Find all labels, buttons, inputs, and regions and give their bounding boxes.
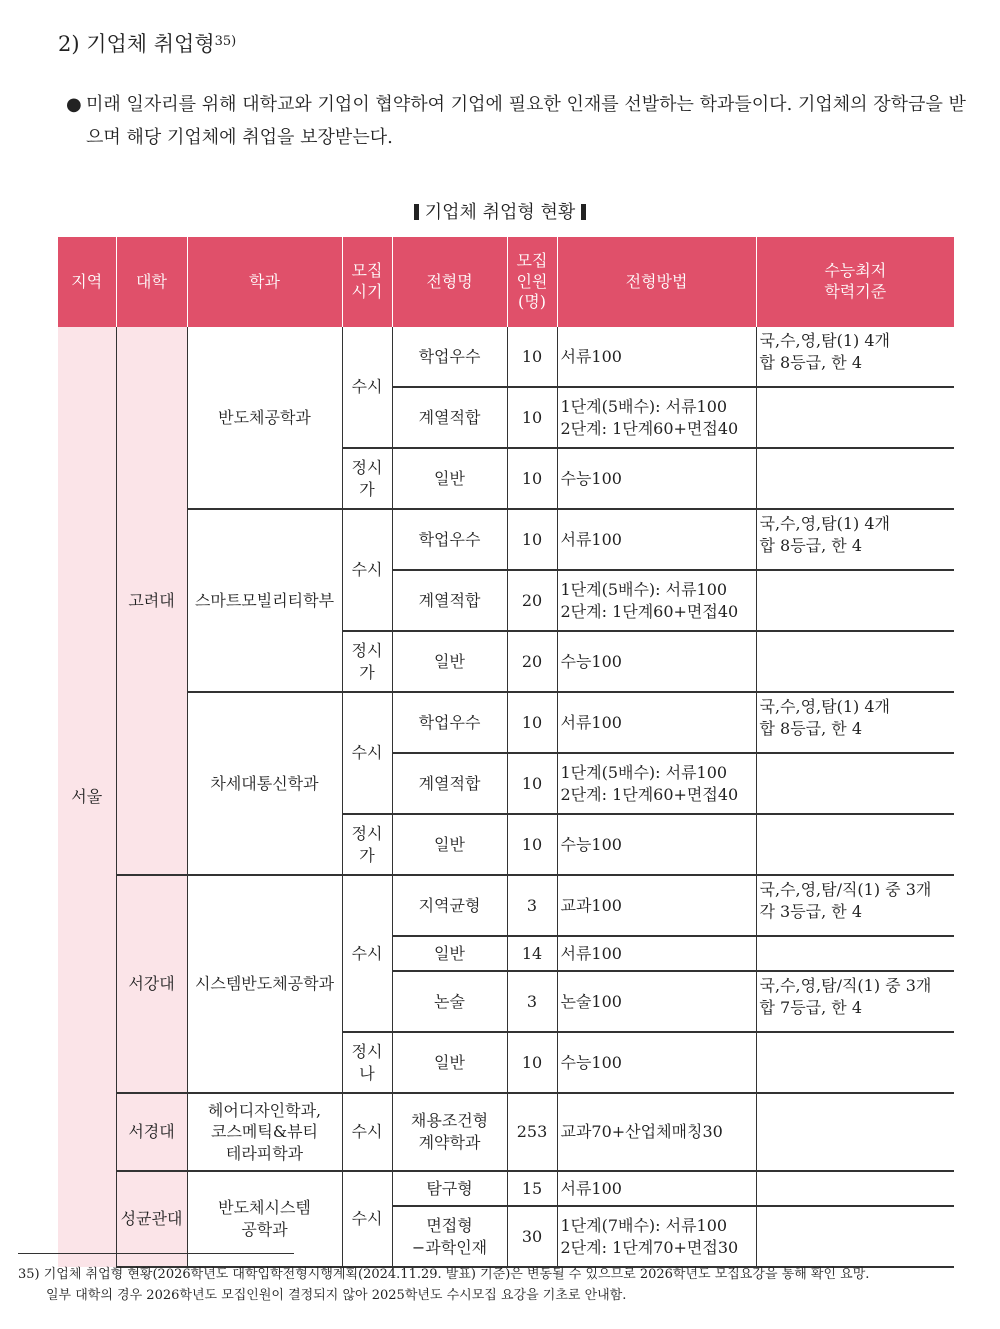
method-cell: 서류100 xyxy=(557,509,756,570)
track-cell: 일반 xyxy=(392,1032,507,1093)
method-cell: 1단계(7배수): 서류100 2단계: 1단계70+면접30 xyxy=(557,1206,756,1267)
department-cell: 시스템반도체공학과 xyxy=(187,875,342,1093)
period-cell: 정시 가 xyxy=(342,448,392,509)
university-cell: 서강대 xyxy=(116,875,187,1093)
criteria-cell xyxy=(756,1093,954,1171)
track-cell: 지역균형 xyxy=(392,875,507,936)
criteria-cell: 국,수,영,탐/직(1) 중 3개 각 3등급, 한 4 xyxy=(756,875,954,936)
method-cell: 수능100 xyxy=(557,631,756,692)
header-method: 전형방법 xyxy=(557,237,756,327)
criteria-cell xyxy=(756,814,954,875)
method-cell: 1단계(5배수): 서류100 2단계: 1단계60+면접40 xyxy=(557,753,756,814)
table-row xyxy=(58,509,954,570)
track-cell: 학업우수 xyxy=(392,692,507,753)
track-cell: 일반 xyxy=(392,814,507,875)
quota-cell: 253 xyxy=(507,1093,557,1171)
quota-cell: 10 xyxy=(507,327,557,387)
section-heading-text: 2) 기업체 취업형 xyxy=(58,32,215,56)
method-cell: 서류100 xyxy=(557,327,756,387)
section-heading xyxy=(58,28,236,58)
criteria-cell xyxy=(756,448,954,509)
method-cell: 교과100 xyxy=(557,875,756,936)
method-cell: 서류100 xyxy=(557,692,756,753)
department-cell: 헤어디자인학과, 코스메틱&뷰티 테라피학과 xyxy=(187,1093,342,1171)
quota-cell: 10 xyxy=(507,1032,557,1093)
period-cell: 수시 xyxy=(342,875,392,1032)
criteria-cell xyxy=(756,936,954,971)
track-cell: 계열적합 xyxy=(392,570,507,631)
footnote-line-2: 일부 대학의 경우 2026학년도 모집인원이 결정되지 않아 2025학년도 수시모집 요강을 기초로 안내함. xyxy=(46,1288,627,1304)
caption-bar-right xyxy=(581,204,586,220)
method-cell: 논술100 xyxy=(557,971,756,1032)
footnote-divider xyxy=(18,1253,294,1254)
period-cell: 수시 xyxy=(342,509,392,631)
period-cell: 정시 나 xyxy=(342,1032,392,1093)
method-cell: 수능100 xyxy=(557,814,756,875)
employment-track-table xyxy=(58,237,954,1268)
quota-cell: 3 xyxy=(507,971,557,1032)
department-cell: 차세대통신학과 xyxy=(187,692,342,875)
quota-cell: 10 xyxy=(507,509,557,570)
header-university: 대학 xyxy=(116,237,187,327)
criteria-cell xyxy=(756,570,954,631)
table-caption xyxy=(0,198,1000,224)
period-cell: 수시 xyxy=(342,1171,392,1267)
table-row xyxy=(58,692,954,753)
method-cell: 1단계(5배수): 서류100 2단계: 1단계60+면접40 xyxy=(557,570,756,631)
bullet-icon: ● xyxy=(66,94,82,115)
quota-cell: 20 xyxy=(507,631,557,692)
university-cell: 서경대 xyxy=(116,1093,187,1171)
method-cell: 서류100 xyxy=(557,936,756,971)
quota-cell: 10 xyxy=(507,692,557,753)
criteria-cell: 국,수,영,탐(1) 4개 합 8등급, 한 4 xyxy=(756,509,954,570)
quota-cell: 10 xyxy=(507,814,557,875)
quota-cell: 30 xyxy=(507,1206,557,1267)
criteria-cell xyxy=(756,1032,954,1093)
track-cell: 일반 xyxy=(392,936,507,971)
header-quota: 모집 인원 (명) xyxy=(507,237,557,327)
track-cell: 일반 xyxy=(392,631,507,692)
department-cell: 스마트모빌리티학부 xyxy=(187,509,342,692)
period-cell: 수시 xyxy=(342,327,392,448)
criteria-cell: 국,수,영,탐(1) 4개 합 8등급, 한 4 xyxy=(756,327,954,387)
quota-cell: 10 xyxy=(507,753,557,814)
footnote-ref: 35) xyxy=(214,34,237,49)
table-row xyxy=(58,1171,954,1206)
header-department: 학과 xyxy=(187,237,342,327)
caption-bar-left xyxy=(414,204,419,220)
header-track: 전형명 xyxy=(392,237,507,327)
region-cell: 서울 xyxy=(58,327,116,1267)
track-cell: 계열적합 xyxy=(392,387,507,448)
quota-cell: 20 xyxy=(507,570,557,631)
criteria-cell xyxy=(756,1206,954,1267)
quota-cell: 10 xyxy=(507,448,557,509)
intro-text: 미래 일자리를 위해 대학교와 기업이 협약하여 기업에 필요한 인재를 선발하는 학과들이다. 기업체의 장학금을 받으며 해당 기업체에 취업을 보장받는다. xyxy=(86,94,966,149)
track-cell: 탐구형 xyxy=(392,1171,507,1206)
track-cell: 학업우수 xyxy=(392,327,507,387)
track-cell: 면접형 −과학인재 xyxy=(392,1206,507,1267)
method-cell: 수능100 xyxy=(557,448,756,509)
quota-cell: 10 xyxy=(507,387,557,448)
university-cell: 성균관대 xyxy=(116,1171,187,1267)
header-criteria: 수능최저 학력기준 xyxy=(756,237,954,327)
track-cell: 일반 xyxy=(392,448,507,509)
criteria-cell xyxy=(756,387,954,448)
period-cell: 수시 xyxy=(342,692,392,814)
intro-paragraph xyxy=(66,88,976,155)
criteria-cell xyxy=(756,1171,954,1206)
header-region: 지역 xyxy=(58,237,116,327)
footnote xyxy=(18,1264,978,1307)
department-cell: 반도체공학과 xyxy=(187,327,342,509)
method-cell: 수능100 xyxy=(557,1032,756,1093)
department-cell: 반도체시스템 공학과 xyxy=(187,1171,342,1267)
quota-cell: 3 xyxy=(507,875,557,936)
table-row xyxy=(58,327,954,387)
criteria-cell xyxy=(756,631,954,692)
criteria-cell: 국,수,영,탐(1) 4개 합 8등급, 한 4 xyxy=(756,692,954,753)
track-cell: 채용조건형 계약학과 xyxy=(392,1093,507,1171)
footnote-line-1: 35) 기업체 취업형 현황(2026학년도 대학입학전형시행계획(2024.11.29. 발표) 기준)은 변동될 수 있으므로 2026학년도 모집요강을 통해 확인 요망. xyxy=(18,1267,870,1282)
quota-cell: 14 xyxy=(507,936,557,971)
method-cell: 서류100 xyxy=(557,1171,756,1206)
table-row xyxy=(58,1093,954,1171)
table-row xyxy=(58,875,954,936)
track-cell: 논술 xyxy=(392,971,507,1032)
period-cell: 수시 xyxy=(342,1093,392,1171)
method-cell: 교과70+산업체매칭30 xyxy=(557,1093,756,1171)
period-cell: 정시 가 xyxy=(342,631,392,692)
method-cell: 1단계(5배수): 서류100 2단계: 1단계60+면접40 xyxy=(557,387,756,448)
header-period: 모집 시기 xyxy=(342,237,392,327)
track-cell: 학업우수 xyxy=(392,509,507,570)
track-cell: 계열적합 xyxy=(392,753,507,814)
university-cell: 고려대 xyxy=(116,327,187,875)
criteria-cell: 국,수,영,탐/직(1) 중 3개 합 7등급, 한 4 xyxy=(756,971,954,1032)
quota-cell: 15 xyxy=(507,1171,557,1206)
criteria-cell xyxy=(756,753,954,814)
table-caption-text: 기업체 취업형 현황 xyxy=(424,202,576,223)
period-cell: 정시 가 xyxy=(342,814,392,875)
